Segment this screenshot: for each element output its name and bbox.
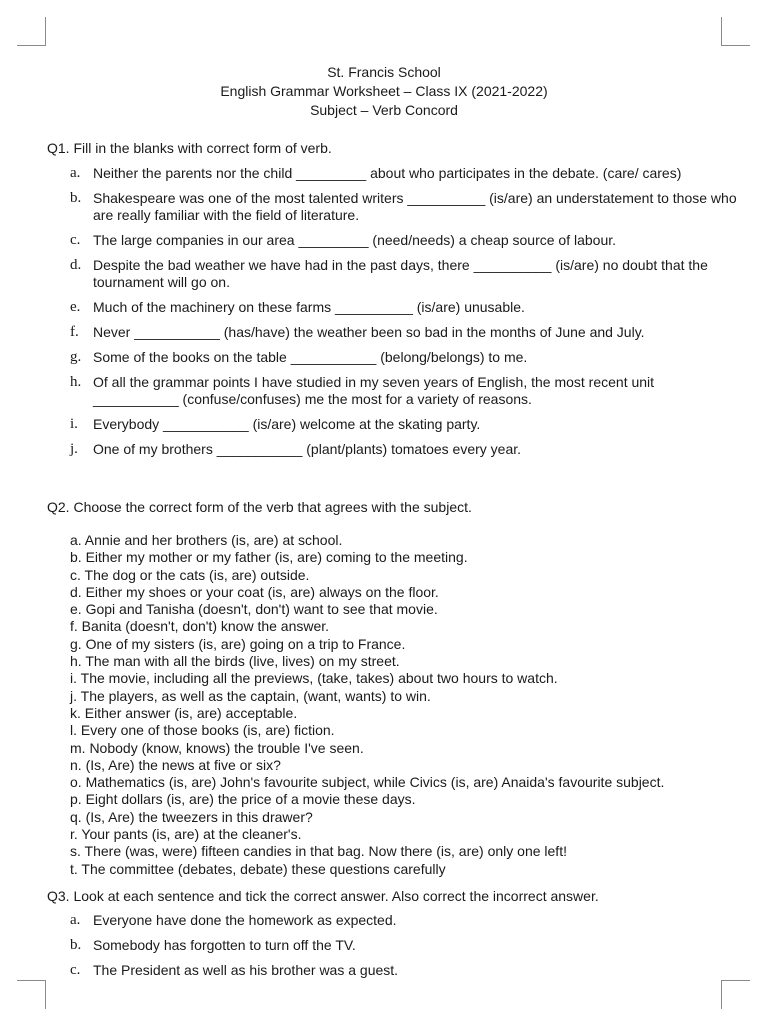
q1-item-j xyxy=(47,441,737,458)
q1-item-text: Of all the grammar points I have studied in my seven years of English, the most recent unit ___________ (confuse/confuses) me the most for a variety of reasons. xyxy=(93,374,655,407)
q2-item: q. (Is, Are) the tweezers in this drawer? xyxy=(70,808,313,825)
q1-item-f xyxy=(47,324,737,341)
q2-item: j. The players, as well as the captain, (want, wants) to win. xyxy=(70,687,431,704)
q1-item-text: Much of the machinery on these farms __________ (is/are) unusable. xyxy=(93,299,525,315)
crop-mark-top-right xyxy=(721,17,750,46)
q1-item-marker: b. xyxy=(70,190,82,206)
worksheet-subject: Subject – Verb Concord xyxy=(310,102,458,118)
q3-item-text: Everyone have done the homework as expected. xyxy=(93,912,397,928)
q1-item-marker: e. xyxy=(70,299,81,315)
q2-item: n. (Is, Are) the news at five or six? xyxy=(70,756,281,773)
q3-item-b xyxy=(47,937,737,954)
q1-item-a xyxy=(47,165,737,182)
school-name: St. Francis School xyxy=(327,64,441,80)
q1-item-b xyxy=(47,190,737,224)
q2-item: i. The movie, including all the previews, (take, takes) about two hours to watch. xyxy=(70,670,558,687)
crop-mark-top-left xyxy=(17,17,46,46)
q1-item-marker: f. xyxy=(70,324,79,340)
q3-item-a xyxy=(47,912,737,929)
q1-item-text: Never ___________ (has/have) the weather been so bad in the months of June and July. xyxy=(93,324,645,340)
q1-item-marker: a. xyxy=(70,165,81,181)
q2-item: g. One of my sisters (is, are) going on a trip to France. xyxy=(70,635,406,652)
q2-item: t. The committee (debates, debate) these questions carefully xyxy=(70,860,446,877)
q1-item-text: The large companies in our area _________ (need/needs) a cheap source of labour. xyxy=(93,232,617,248)
q2-item: f. Banita (doesn't, don't) know the answer. xyxy=(70,618,330,635)
q2-item: p. Eight dollars (is, are) the price of a movie these days. xyxy=(70,791,416,808)
q1-item-text: Everybody ___________ (is/are) welcome at the skating party. xyxy=(93,416,481,432)
q3-item-marker: b. xyxy=(70,937,82,953)
q2-item: h. The man with all the birds (live, lives) on my street. xyxy=(70,653,400,670)
q2-item: l. Every one of those books (is, are) fiction. xyxy=(70,722,335,739)
q2-item: c. The dog or the cats (is, are) outside. xyxy=(70,566,310,583)
q3-item-text: Somebody has forgotten to turn off the TV. xyxy=(93,937,356,953)
q1-item-marker: j. xyxy=(70,441,78,457)
q3-item-text: The President as well as his brother was a guest. xyxy=(93,962,399,978)
q2-item: m. Nobody (know, knows) the trouble I've seen. xyxy=(70,739,364,756)
q3-item-marker: a. xyxy=(70,912,81,928)
q1-list xyxy=(47,165,737,466)
q1-item-text: Neither the parents nor the child _________ about who participates in the debate. (care/ cares) xyxy=(93,165,682,181)
q3-item-marker: c. xyxy=(70,962,81,978)
q1-item-c xyxy=(47,232,737,249)
q3-title: Q3. Look at each sentence and tick the correct answer. Also correct the incorrect answer. xyxy=(47,888,599,904)
q2-item: a. Annie and her brothers (is, are) at school. xyxy=(70,532,343,548)
crop-mark-bottom-left xyxy=(17,980,46,1009)
q1-item-text: Some of the books on the table ___________ (belong/belongs) to me. xyxy=(93,349,528,365)
q1-item-text: Shakespeare was one of the most talented writers __________ (is/are) an understatement to those who are really familiar with the field of literature. xyxy=(93,190,737,223)
q2-item: s. There (was, were) fifteen candies in that bag. Now there (is, are) only one left! xyxy=(70,843,567,860)
q2-title: Q2. Choose the correct form of the verb that agrees with the subject. xyxy=(47,499,472,515)
worksheet-title: English Grammar Worksheet – Class IX (2021-2022) xyxy=(220,83,548,99)
worksheet-header xyxy=(0,63,768,120)
q1-item-i xyxy=(47,416,737,433)
q2-item: e. Gopi and Tanisha (doesn't, don't) want to see that movie. xyxy=(70,601,438,618)
q2-list xyxy=(70,532,740,878)
q1-item-e xyxy=(47,299,737,316)
q3-item-c xyxy=(47,962,737,979)
q2-item: o. Mathematics (is, are) John's favourite subject, while Civics (is, are) Anaida's favourite subject. xyxy=(70,774,665,791)
q1-item-g xyxy=(47,349,737,366)
q3-list xyxy=(47,912,737,987)
q2-item: b. Either my mother or my father (is, are) coming to the meeting. xyxy=(70,549,468,566)
q1-item-marker: g. xyxy=(70,349,82,365)
q1-item-marker: h. xyxy=(70,374,82,390)
q2-item: d. Either my shoes or your coat (is, are) always on the floor. xyxy=(70,583,439,600)
q1-item-marker: i. xyxy=(70,416,78,432)
q1-item-marker: d. xyxy=(70,257,82,273)
q1-item-text: Despite the bad weather we have had in the past days, there __________ (is/are) no doubt that the tournament will go on. xyxy=(93,257,708,290)
q1-item-marker: c. xyxy=(70,232,81,248)
q1-item-text: One of my brothers ___________ (plant/plants) tomatoes every year. xyxy=(93,441,522,457)
q2-item: k. Either answer (is, are) acceptable. xyxy=(70,704,298,721)
q2-item: r. Your pants (is, are) at the cleaner's. xyxy=(70,826,302,843)
q1-item-h xyxy=(47,374,737,408)
q1-item-d xyxy=(47,257,737,291)
q1-title: Q1. Fill in the blanks with correct form of verb. xyxy=(47,140,332,156)
